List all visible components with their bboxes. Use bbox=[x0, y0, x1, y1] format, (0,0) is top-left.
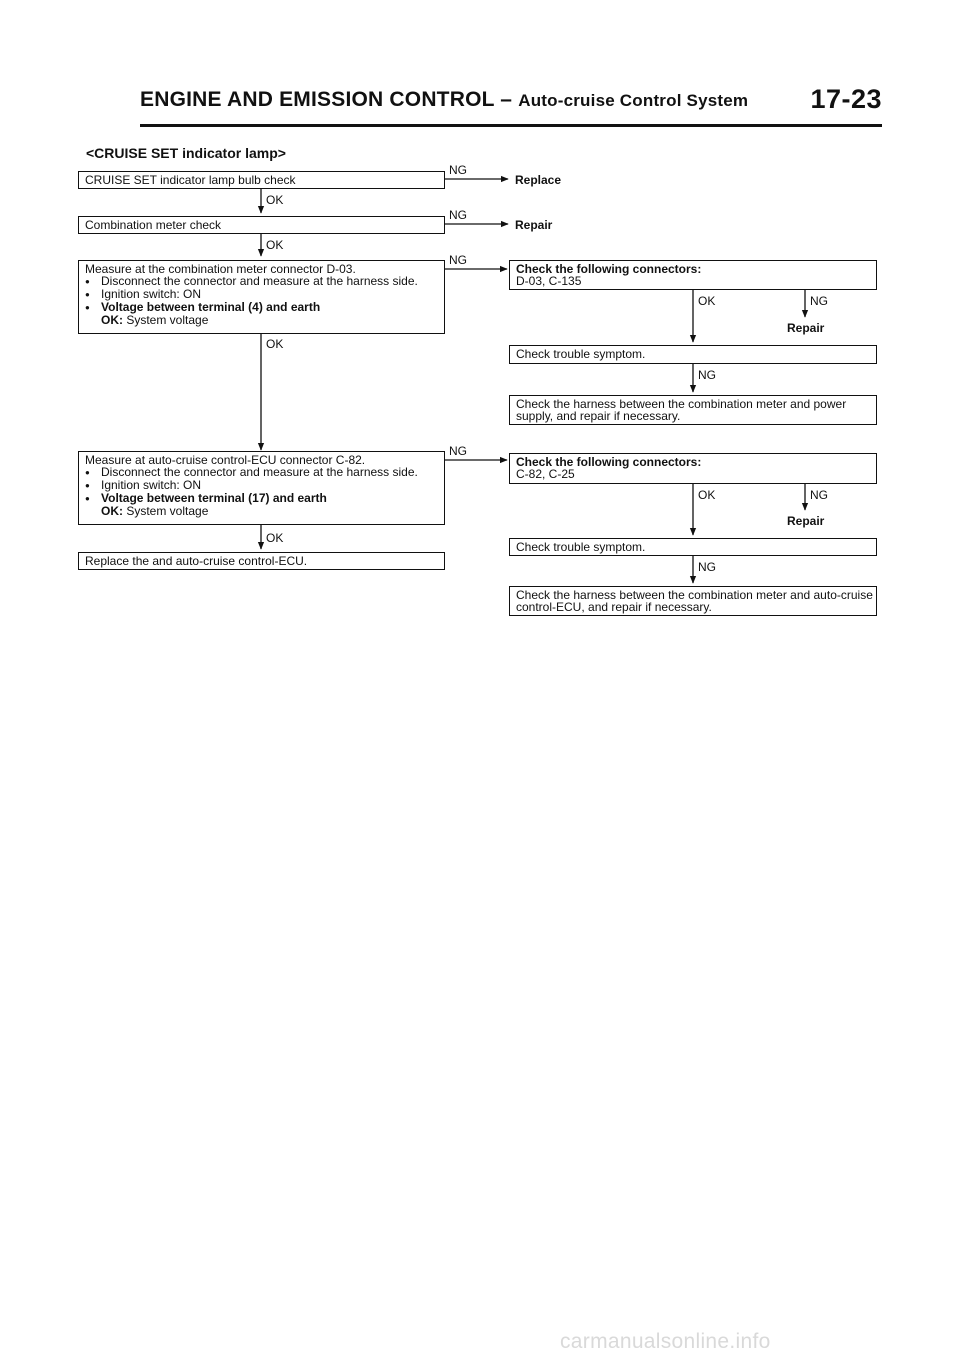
branch2-harness-line2: control-ECU, and repair if necessary. bbox=[516, 600, 712, 614]
ok-label-1: OK bbox=[266, 193, 284, 207]
branch2-harness-line1: Check the harness between the combination meter and auto-cruise bbox=[516, 588, 873, 602]
branch1-ng-label: NG bbox=[810, 294, 828, 308]
branch1-harness-line1: Check the harness between the combination meter and power bbox=[516, 397, 847, 411]
step5-box bbox=[78, 552, 445, 570]
branch2-harness-box bbox=[509, 586, 877, 616]
branch1-harness-line2: supply, and repair if necessary. bbox=[516, 409, 681, 423]
step4-heading: Measure at auto-cruise control-ECU connector C-82. bbox=[85, 453, 366, 467]
step3-bullet-1: ● Disconnect the connector and measure at the harness side. bbox=[85, 275, 438, 288]
branch2-ok-label: OK bbox=[698, 488, 716, 502]
page-number: 17-23 bbox=[810, 84, 882, 114]
step3-bullet-2: ● Ignition switch: ON bbox=[85, 288, 438, 301]
step3-ok-label: OK: bbox=[101, 313, 123, 327]
branch2-symptom-ng-label: NG bbox=[698, 560, 716, 574]
step3-ok-value: System voltage bbox=[126, 313, 209, 327]
branch2-repair: Repair bbox=[787, 514, 825, 528]
ng-label-2: NG bbox=[449, 208, 467, 222]
ng-label-3: NG bbox=[449, 253, 467, 267]
step4-box bbox=[78, 451, 445, 525]
watermark: carmanualsonline.info bbox=[560, 1330, 771, 1353]
branch2-connectors-value: C-82, C-25 bbox=[516, 467, 575, 481]
branch1-repair: Repair bbox=[787, 321, 825, 335]
step5-text: Replace the and auto-cruise control-ECU. bbox=[85, 554, 308, 568]
page-title: ENGINE AND EMISSION CONTROL – Auto-cruise Control System bbox=[140, 88, 749, 111]
step1-text: CRUISE SET indicator lamp bulb check bbox=[85, 173, 296, 187]
ok-label-4: OK bbox=[266, 531, 284, 545]
step4-ok-label: OK: bbox=[101, 504, 123, 518]
branch2-connectors-title: Check the following connectors: bbox=[516, 455, 702, 469]
branch2-ng-label: NG bbox=[810, 488, 828, 502]
step2-text: Combination meter check bbox=[85, 218, 222, 232]
step4-bullet-2: ● Ignition switch: ON bbox=[85, 479, 438, 492]
step3-heading: Measure at the combination meter connector D-03. bbox=[85, 262, 356, 276]
branch1-ok-label: OK bbox=[698, 294, 716, 308]
branch1-symptom-ng-label: NG bbox=[698, 368, 716, 382]
branch1-connectors-value: D-03, C-135 bbox=[516, 274, 582, 288]
branch1-connectors-box bbox=[509, 260, 877, 290]
branch1-symptom-box bbox=[509, 345, 877, 364]
section-title: <CRUISE SET indicator lamp> bbox=[86, 145, 286, 161]
step1-box bbox=[78, 171, 445, 189]
branch1-harness-box bbox=[509, 395, 877, 425]
branch2-symptom-text: Check trouble symptom. bbox=[516, 540, 646, 554]
step3-bullet-3: ● Voltage between terminal (4) and earth bbox=[85, 301, 438, 314]
branch2-symptom-box bbox=[509, 538, 877, 556]
branch1-connectors-title: Check the following connectors: bbox=[516, 262, 702, 276]
result-replace: Replace bbox=[515, 173, 562, 187]
step4-ok-value: System voltage bbox=[126, 504, 209, 518]
ng-label-4: NG bbox=[449, 444, 467, 458]
branch2-connectors-box bbox=[509, 453, 877, 484]
branch1-symptom-text: Check trouble symptom. bbox=[516, 347, 646, 361]
step4-bullet-3: ● Voltage between terminal (17) and earth bbox=[85, 492, 438, 505]
step2-box bbox=[78, 216, 445, 234]
result-repair: Repair bbox=[515, 218, 553, 232]
ng-label-1: NG bbox=[449, 163, 467, 177]
step3-box bbox=[78, 260, 445, 334]
step4-bullet-1: ● Disconnect the connector and measure at the harness side. bbox=[85, 466, 438, 479]
page-subtitle: Auto-cruise Control System bbox=[518, 91, 749, 110]
ok-label-2: OK bbox=[266, 238, 284, 252]
ok-label-3: OK bbox=[266, 337, 284, 351]
